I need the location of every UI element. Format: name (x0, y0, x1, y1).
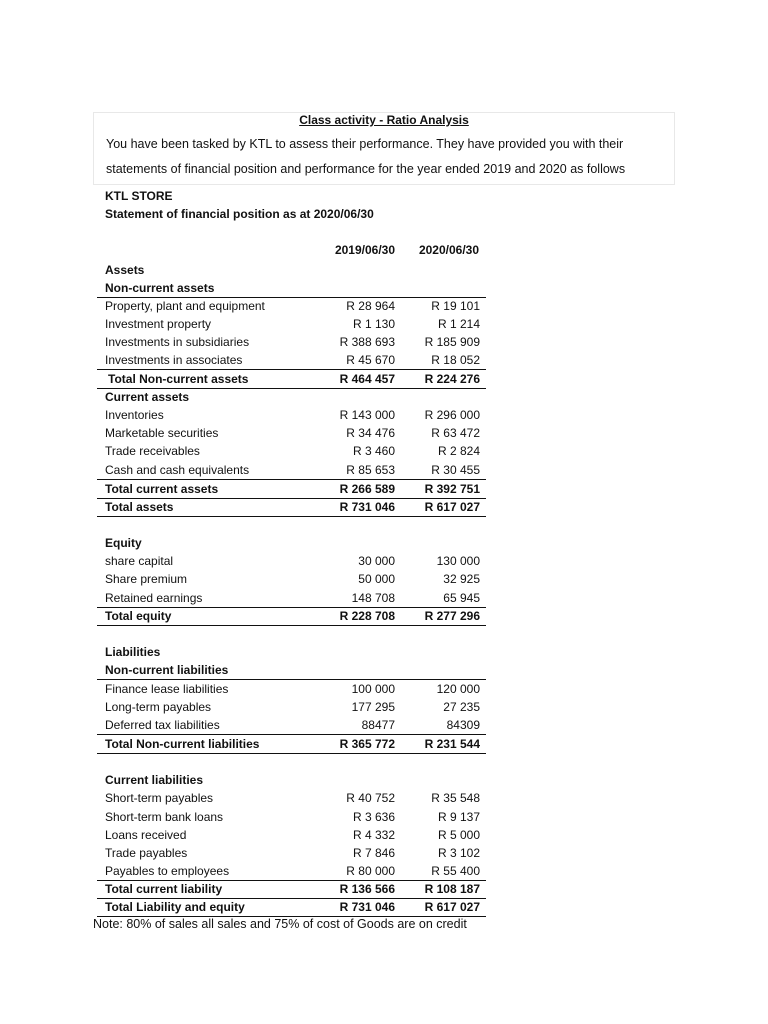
row-label: Trade payables (105, 846, 188, 860)
value-2020: R 18 052 (431, 353, 480, 367)
table-row (97, 898, 486, 917)
row-label: share capital (105, 554, 174, 568)
value-2020: R 5 000 (437, 828, 480, 842)
value-2019: R 85 653 (346, 463, 395, 477)
row-label: Total equity (105, 609, 172, 623)
table-row (97, 862, 486, 881)
row-label: Deferred tax liabilities (105, 718, 220, 732)
table-row (97, 315, 486, 333)
row-label: Payables to employees (105, 864, 230, 878)
table-row (97, 589, 486, 608)
row-label: Short-term payables (105, 791, 214, 805)
table-row (97, 698, 486, 716)
value-2019: R 4 332 (352, 828, 395, 842)
table-row (97, 406, 486, 424)
table-row (97, 388, 486, 406)
row-label: Short-term bank loans (105, 810, 224, 824)
value-2020: R 231 544 (424, 737, 480, 751)
row-label: Non-current liabilities (105, 663, 229, 677)
value-2019: R 28 964 (346, 299, 395, 313)
row-label: Marketable securities (105, 426, 219, 440)
table-row (97, 552, 486, 570)
value-2020: 120 000 (436, 682, 480, 696)
value-2019: R 3 636 (352, 810, 395, 824)
value-2019: 100 000 (351, 682, 395, 696)
value-2019: R 7 846 (352, 846, 395, 860)
value-2020: R 19 101 (431, 299, 480, 313)
value-2020: R 9 137 (437, 810, 480, 824)
table-row (97, 844, 486, 862)
row-label: Investment property (105, 317, 212, 331)
value-2019: 30 000 (358, 554, 395, 568)
page-title: Class activity - Ratio Analysis (299, 113, 469, 127)
value-2020: R 1 214 (437, 317, 480, 331)
table-row (97, 442, 486, 460)
value-2019: R 464 457 (339, 372, 395, 386)
table-row (97, 461, 486, 480)
value-2020: R 3 102 (437, 846, 480, 860)
value-2020: R 2 824 (437, 444, 480, 458)
value-2020: R 277 296 (424, 609, 480, 623)
value-2020: R 392 751 (424, 482, 480, 496)
value-2020: 65 945 (443, 591, 480, 605)
intro-line: statements of financial position and performance for the year ended 2019 and 2020 as follows (106, 162, 626, 176)
value-2019: R 136 566 (339, 882, 395, 896)
table-row (97, 643, 486, 661)
table-row (97, 808, 486, 826)
row-label: Share premium (105, 572, 188, 586)
row-label: Loans received (105, 828, 187, 842)
table-row (97, 333, 486, 351)
value-2019: 148 708 (351, 591, 395, 605)
value-2020: 32 925 (443, 572, 480, 586)
value-2019: 177 295 (351, 700, 395, 714)
row-label: Assets (105, 263, 145, 277)
value-2020: 27 235 (443, 700, 480, 714)
table-row (97, 661, 486, 680)
table-row (97, 771, 486, 789)
table-row (97, 370, 486, 389)
table-row (97, 480, 486, 499)
row-label: Retained earnings (105, 591, 203, 605)
row-label: Current liabilities (105, 773, 204, 787)
row-label: Cash and cash equivalents (105, 463, 250, 477)
value-2019: 50 000 (358, 572, 395, 586)
table-row (97, 279, 486, 298)
row-label: Trade receivables (105, 444, 200, 458)
value-2019: R 1 130 (352, 317, 395, 331)
table-row (97, 570, 486, 588)
company-name: KTL STORE (105, 189, 173, 203)
table-row (97, 680, 486, 698)
row-label: Total Non-current assets (108, 372, 249, 386)
value-2019: 88477 (361, 718, 395, 732)
row-label: Total current liability (105, 882, 223, 896)
value-2019: R 266 589 (339, 482, 395, 496)
value-2019: R 34 476 (346, 426, 395, 440)
table-row (97, 735, 486, 754)
value-2019: R 143 000 (339, 408, 395, 422)
statement-title: Statement of financial position as at 2020/06/30 (105, 207, 374, 221)
row-label: Total Non-current liabilities (105, 737, 260, 751)
table-row (97, 880, 486, 899)
value-2020: R 108 187 (424, 882, 480, 896)
value-2020: R 35 548 (431, 791, 480, 805)
value-2019: R 228 708 (339, 609, 395, 623)
value-2020: R 617 027 (424, 900, 480, 914)
value-2020: R 63 472 (431, 426, 480, 440)
value-2020: R 185 909 (424, 335, 480, 349)
table-row (97, 826, 486, 844)
row-label: Long-term payables (105, 700, 212, 714)
row-label: Total assets (105, 500, 174, 514)
row-label: Total Liability and equity (105, 900, 245, 914)
row-label: Property, plant and equipment (105, 299, 265, 313)
row-label: Inventories (105, 408, 164, 422)
row-label: Current assets (105, 390, 190, 404)
table-row (97, 351, 486, 370)
row-label: Investments in associates (105, 353, 243, 367)
value-2019: R 731 046 (339, 900, 395, 914)
row-label: Finance lease liabilities (105, 682, 229, 696)
table-row (97, 534, 486, 552)
value-2020: R 55 400 (431, 864, 480, 878)
value-2020: R 296 000 (424, 408, 480, 422)
value-2019: R 40 752 (346, 791, 395, 805)
intro-line: You have been tasked by KTL to assess their performance. They have provided you with their (106, 137, 624, 151)
table-row (97, 607, 486, 626)
value-2020: R 224 276 (424, 372, 480, 386)
row-label: Investments in subsidiaries (105, 335, 250, 349)
value-2020: R 617 027 (424, 500, 480, 514)
table-row (97, 498, 486, 517)
value-2019: R 45 670 (346, 353, 395, 367)
value-2020: R 30 455 (431, 463, 480, 477)
value-2020: 84309 (446, 718, 480, 732)
row-label: Equity (105, 536, 142, 550)
table-row (97, 297, 486, 315)
value-2019: R 388 693 (339, 335, 395, 349)
table-row (97, 424, 486, 442)
table-row (97, 261, 486, 279)
column-header-2020: 2020/06/30 (418, 243, 479, 257)
table-row (97, 716, 486, 735)
row-label: Non-current assets (105, 281, 215, 295)
row-label: Liabilities (105, 645, 161, 659)
footnote: Note: 80% of sales all sales and 75% of cost of Goods are on credit (93, 917, 467, 931)
row-label: Total current assets (105, 482, 219, 496)
column-header-2019: 2019/06/30 (334, 243, 395, 257)
value-2019: R 365 772 (339, 737, 395, 751)
value-2019: R 80 000 (346, 864, 395, 878)
table-row (97, 789, 486, 807)
value-2019: R 3 460 (352, 444, 395, 458)
value-2019: R 731 046 (339, 500, 395, 514)
value-2020: 130 000 (436, 554, 480, 568)
